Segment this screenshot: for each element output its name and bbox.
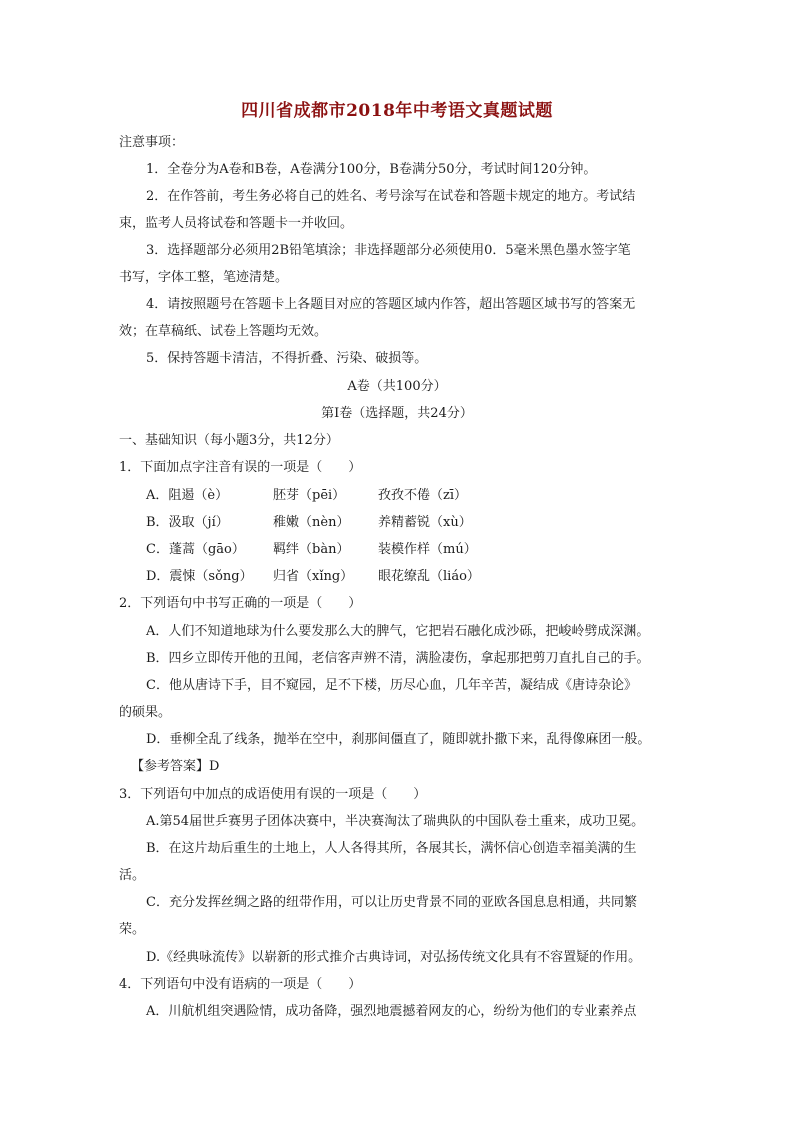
q4-option-a: A．川航机组突遇险情，成功备降，强烈地震撼着网友的心，纷纷为他们的专业素养点 [146, 1004, 637, 1019]
question-4-stem: 4．下列语句中没有语病的一项是（ ） [119, 977, 362, 992]
q3-option-c-cont: 荣。 [119, 922, 146, 937]
notice-item: 1．全卷分为A卷和B卷，A卷满分100分，B卷满分50分，考试时间120分钟。 [146, 162, 597, 177]
q1-option-d-1: D．震悚（sǒng） [146, 569, 253, 584]
question-3-stem: 3．下列语句中加点的成语使用有误的一项是（ ） [119, 787, 427, 802]
q2-option-b: B．四乡立即传开他的丑闻，老信客声辨不清，满脸凄伤，拿起那把剪刀直扎自己的手。 [146, 651, 650, 666]
page-title: 四川省成都市2018年中考语文真题试题 [241, 101, 553, 121]
q1-option-d-3: 眼花缭乱（liáo） [378, 569, 480, 584]
q1-option-c-3: 装模作样（mú） [378, 542, 477, 557]
q3-option-b: B．在这片劫后重生的土地上，人人各得其所，各展其长，满怀信心创造幸福美满的生 [146, 841, 637, 856]
notice-item: 4．请按照题号在答题卡上各题目对应的答题区域内作答，超出答题区域书写的答案无 [146, 297, 636, 312]
section-heading: 一、基础知识（每小题3分，共12分） [119, 433, 339, 448]
question-1-stem: 1．下面加点字注音有误的一项是（ ） [119, 460, 362, 475]
q3-option-c: C．充分发挥丝绸之路的纽带作用，可以让历史背景不同的亚欧各国息息相通，共同繁 [146, 895, 637, 910]
q3-option-a: A.第54届世乒赛男子团体决赛中，半决赛淘汰了瑞典队的中国队卷土重来，成功卫冕。 [146, 814, 645, 829]
q1-option-b-1: B．汲取（jí） [146, 515, 229, 530]
q1-option-a-1: A．阻遏（è） [146, 488, 229, 503]
q3-option-b-cont: 活。 [119, 868, 146, 883]
q2-option-c: C．他从唐诗下手，目不窥园，足不下楼，历尽心血，几年辛苦，凝结成《唐诗杂论》 [146, 678, 637, 693]
notice-item: 效；在草稿纸、试卷上答题均无效。 [119, 324, 328, 339]
q2-option-c-cont: 的硕果。 [119, 705, 172, 720]
q2-option-d: D．垂柳全乱了线条，抛举在空中，刹那间僵直了，随即就扑撒下来，乱得像麻团一般。 [146, 732, 651, 747]
part-one-heading: 第Ⅰ卷（选择题，共24分） [321, 406, 473, 421]
q3-option-d: D.《经典咏流传》以崭新的形式推介古典诗词，对弘扬传统文化具有不容置疑的作用。 [146, 950, 642, 965]
notice-item: 3．选择题部分必须用2B铅笔填涂；非选择题部分必须使用0．5毫米黑色墨水签字笔 [146, 243, 631, 258]
q1-option-a-2: 胚芽（pēi） [273, 488, 346, 503]
notice-item: 5．保持答题卡清洁，不得折叠、污染、破损等。 [146, 351, 428, 366]
question-2-stem: 2．下列语句中书写正确的一项是（ ） [119, 596, 362, 611]
q1-option-b-2: 稚嫩（nèn） [273, 515, 350, 530]
notice-item: 束，监考人员将试卷和答题卡一并收回。 [119, 216, 354, 231]
q2-answer: 【参考答案】D [131, 759, 220, 774]
q1-option-d-2: 归省（xǐng） [273, 569, 354, 584]
q1-option-a-3: 孜孜不倦（zī） [378, 488, 468, 503]
q1-option-c-1: C．蓬蒿（gāo） [146, 542, 245, 557]
notice-item: 书写，字体工整，笔迹清楚。 [119, 270, 289, 285]
notice-heading: 注意事项： [119, 135, 185, 150]
notice-item: 2．在作答前，考生务必将自己的姓名、考号涂写在试卷和答题卡规定的地方。考试结 [146, 189, 636, 204]
q1-option-b-3: 养精蓄锐（xù） [378, 515, 472, 530]
part-a-heading: A卷（共100分） [347, 379, 447, 394]
q2-option-a: A．人们不知道地球为什么要发那么大的脾气，它把岩石融化成沙砾，把峻岭劈成深渊。 [146, 624, 650, 639]
q1-option-c-2: 羁绊（bàn） [273, 542, 350, 557]
